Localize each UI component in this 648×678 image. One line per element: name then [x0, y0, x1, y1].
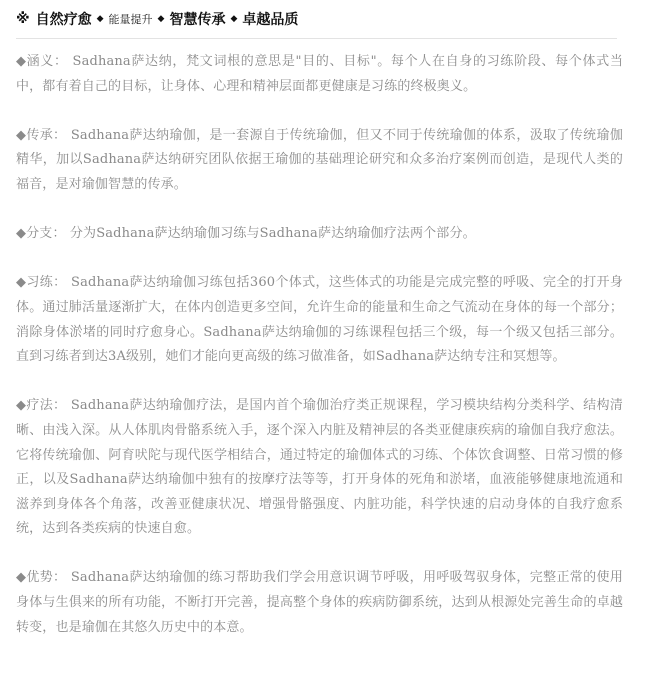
- tagline-excellent-quality: 卓越品质: [242, 12, 299, 28]
- paragraph-text: Sadhana萨达纳瑜伽习练包括360个体式，这些体式的功能是完成完整的呼吸、完全的打开身体。通过肺活量逐渐扩大，在体内创造更多空间，允许生命的能量和生命之气流动在身体的每一个部分；消除身体淤堵的同时疗愈身心。Sadhana萨达纳瑜伽的习练课程包括三个级，每一个级又包括三部分。直到习练者到达3A级别，她们才能向更高级的练习做准备，如Sadhana萨达纳专注和冥想等。: [16, 275, 623, 365]
- paragraph-label: ◆疗法：: [16, 398, 67, 414]
- paragraph-text: 分为Sadhana萨达纳瑜伽习练与Sadhana萨达纳瑜伽疗法两个部分。: [65, 226, 476, 242]
- paragraph-branches: [16, 222, 623, 247]
- header-divider: [16, 38, 617, 39]
- tagline-wisdom-heritage: 智慧传承: [169, 12, 226, 28]
- paragraph-label: ◆分支：: [16, 226, 66, 242]
- paragraph-practice: [16, 271, 623, 369]
- paragraph-advantage: [16, 566, 623, 640]
- paragraph-label: ◆涵义：: [16, 54, 68, 69]
- paragraph-text: Sadhana萨达纳瑜伽的练习帮助我们学会用意识调节呼吸，用呼吸驾驭身体，完整正常的使用身体与生俱来的所有功能，不断打开完善，提高整个身体的疾病防御系统，达到从根源处完善生命的卓越转变，也是瑜伽在其悠久历史中的本意。: [16, 570, 623, 635]
- paragraph-label: ◆习练：: [16, 275, 67, 291]
- paragraph-text: Sadhana萨达纳，梵文词根的意思是"目的、目标"。每个人在自身的习练阶段、每个体式当中，都有着自己的目标，让身体、心理和精神层面都更健康是习练的终极奥义。: [16, 54, 623, 94]
- diamond-separator-icon: ◆: [96, 14, 104, 24]
- diamond-separator-icon: ◆: [157, 14, 165, 24]
- paragraph-label: ◆优势：: [16, 570, 67, 586]
- paragraph-therapy: [16, 394, 623, 542]
- tagline-natural-healing: 自然疗愈: [35, 12, 92, 28]
- tagline-energy-boost: 能量提升: [108, 13, 153, 26]
- article-body: [16, 50, 623, 665]
- paragraph-heritage: [16, 124, 623, 198]
- paragraph-label: ◆传承：: [16, 127, 67, 143]
- paragraph-meaning: [16, 50, 623, 99]
- header-tagline: [16, 6, 632, 32]
- paragraph-text: Sadhana萨达纳瑜伽疗法，是国内首个瑜伽治疗类正规课程，学习模块结构分类科学、结构清晰、由浅入深。从人体肌肉骨骼系统入手，逐个深入内脏及精神层的各类亚健康疾病的瑜伽自我疗愈法。它将传统瑜伽、阿育吠陀与现代医学相结合，通过特定的瑜伽体式的习练、个体饮食调整、日常习惯的修正，以及Sadhana萨达纳瑜伽中独有的按摩疗法等等，打开身体的死角和淤堵，血液能够健康地流通和滋养到身体各个角落，改善亚健康状况、增强骨骼强度、内脏功能，科学快速的启动身体的自我疗愈系统，达到各类疾病的快速自愈。: [16, 398, 623, 537]
- diamond-separator-icon: ◆: [230, 14, 238, 24]
- reference-mark-icon: ※: [16, 11, 30, 27]
- paragraph-text: Sadhana萨达纳瑜伽，是一套源自于传统瑜伽，但又不同于传统瑜伽的体系，汲取了传统瑜伽精华，加以Sadhana萨达纳研究团队依据王瑜伽的基础理论研究和众多治疗案例而创造，是现代人类的福音，是对瑜伽智慧的传承。: [16, 127, 623, 192]
